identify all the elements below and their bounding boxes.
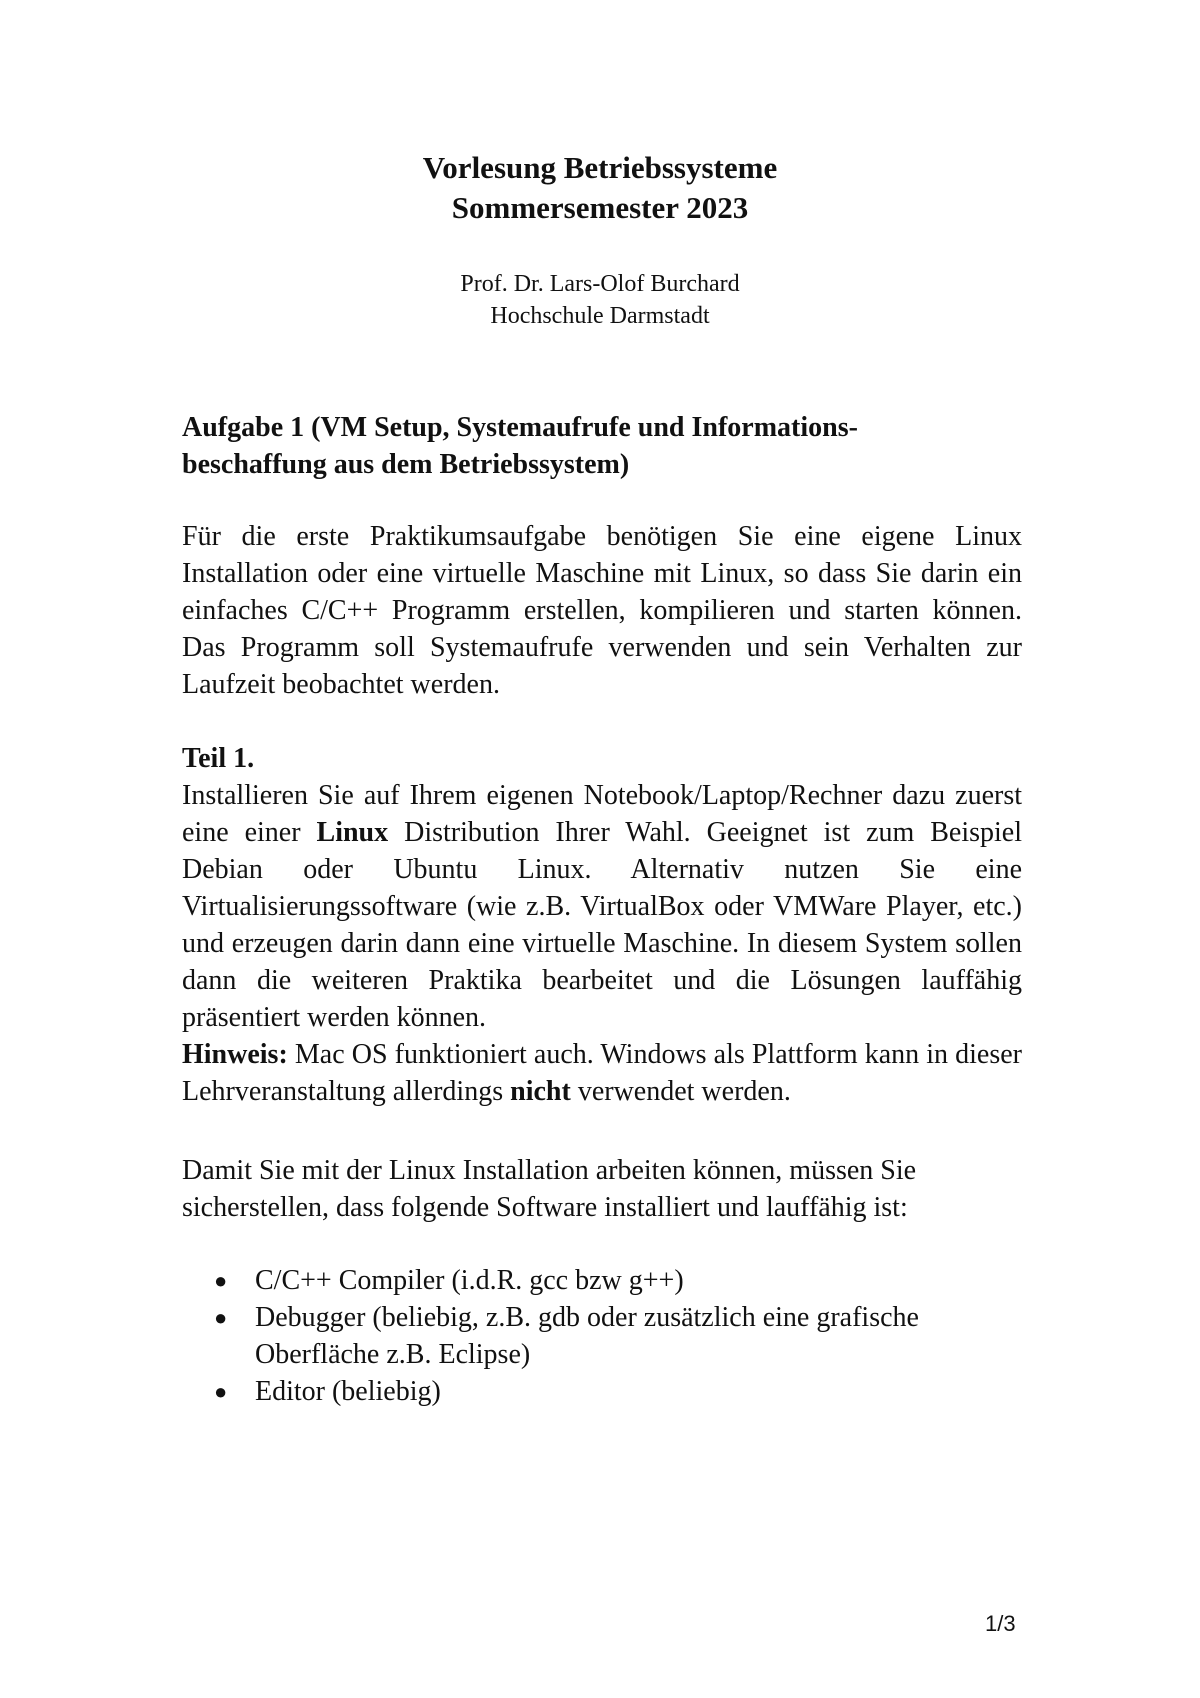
task-heading xyxy=(182,409,1022,483)
list-item xyxy=(182,1299,1022,1373)
teil-1-linux-emphasis: Linux xyxy=(316,817,389,848)
bullet-icon: ● xyxy=(214,1268,228,1293)
list-item-text: C/C++ Compiler (i.d.R. gcc bzw g++) xyxy=(255,1265,684,1296)
list-item xyxy=(182,1373,1022,1410)
bullet-icon: ● xyxy=(214,1305,228,1330)
teil-1-title: Teil 1. xyxy=(182,743,255,774)
requirements-intro: Damit Sie mit der Linux Installation arbeiten können, müssen Sie sicherstellen, dass folgende Software installiert und lauffähig ist: xyxy=(182,1155,917,1223)
author-name: Prof. Dr. Lars-Olof Burchard xyxy=(460,271,740,297)
hint-label: Hinweis: xyxy=(182,1039,288,1070)
requirements-list xyxy=(182,1262,1022,1410)
task-heading-line-1: Aufgabe 1 (VM Setup, Systemaufrufe und Informations- xyxy=(182,412,858,443)
title-line-2: Sommersemester 2023 xyxy=(451,190,749,225)
institution-name: Hochschule Darmstadt xyxy=(490,303,710,329)
teil-1-text-b: Distribution Ihrer Wahl. Geeignet ist zum Beispiel Debian oder Ubuntu Linux. Alternativ nutzen Sie eine Virtualisierungssoftware (wie z.B. VirtualBox oder VMWare Player, etc.) und erzeugen darin dann eine virtuelle Maschine. In diesem System sollen dann die weiteren Praktika bearbeitet und die Lösungen lauffähig präsentiert werden können. xyxy=(182,817,1023,1033)
bullet-icon: ● xyxy=(214,1379,228,1404)
hint-text-b: verwendet werden. xyxy=(570,1076,791,1107)
page-number: 1/3 xyxy=(985,1611,1016,1636)
list-item-text: Editor (beliebig) xyxy=(255,1376,441,1407)
teil-1-paragraph xyxy=(182,777,1022,1110)
list-item-text: Debugger (beliebig, z.B. gdb oder zusätzlich eine grafische Oberfläche z.B. Eclipse) xyxy=(255,1302,919,1370)
teil-1-section xyxy=(182,740,1022,1110)
author-block xyxy=(0,268,1200,332)
list-item xyxy=(182,1262,1022,1299)
task-heading-line-2: beschaffung aus dem Betriebssystem) xyxy=(182,449,630,480)
hint-text-a: Mac OS funktioniert auch. Windows als Plattform kann in dieser Lehrveranstaltung allerdings xyxy=(182,1039,1022,1107)
task-intro-paragraph: Für die erste Praktikumsaufgabe benötigen Sie eine eigene Linux Installation oder eine virtuelle Maschine mit Linux, so dass Sie darin ein einfaches C/C++ Programm erstellen, kompilieren und starten können. Das Programm soll Systemaufrufe verwenden und sein Verhalten zur Laufzeit beobachtet werden. xyxy=(182,521,1022,700)
hint-nicht-emphasis: nicht xyxy=(510,1076,571,1107)
title-line-1: Vorlesung Betriebssysteme xyxy=(422,150,778,185)
teil-1-text-a: Installieren Sie auf Ihrem eigenen Notebook/Laptop/Rechner dazu zuerst eine einer xyxy=(182,780,1022,848)
document-title xyxy=(0,148,1200,228)
